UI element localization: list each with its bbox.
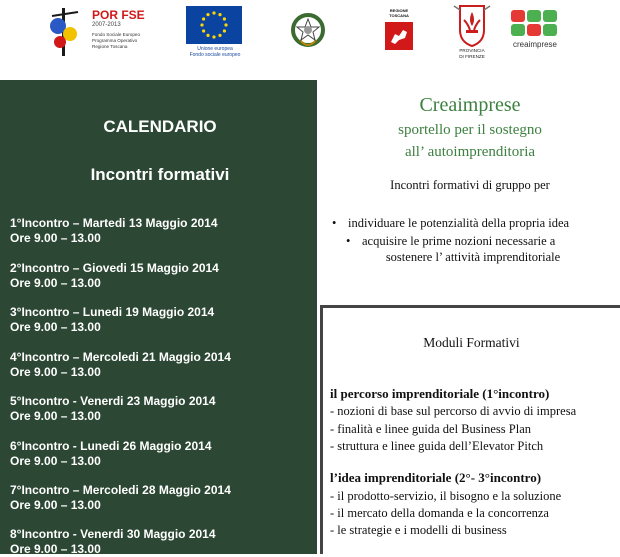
pegasus-shield-icon [385, 22, 413, 50]
module-section-title: l’idea imprenditoriale (2°- 3°incontro) [330, 470, 542, 485]
lead-text: Incontri formativi di gruppo per [390, 178, 550, 192]
meeting-item [10, 261, 219, 291]
meeting-date: 7°Incontro – Mercoledi 28 Maggio 2014 [10, 483, 231, 497]
meeting-item [10, 439, 212, 469]
por-fse-emblem-icon [48, 6, 82, 58]
meeting-item [10, 483, 231, 513]
logo-strip [0, 0, 620, 80]
eu-logo [184, 6, 244, 58]
por-fse-line: Regione Toscana [92, 44, 128, 49]
calendar-title: CALENDARIO [103, 117, 217, 136]
creaimprese-tiles-icon [509, 8, 559, 40]
bullet-dot-icon: • [332, 216, 337, 230]
intro-block [320, 80, 620, 302]
meeting-time: Ore 9.00 – 13.00 [10, 409, 101, 423]
meeting-time: Ore 9.00 – 13.00 [10, 498, 101, 512]
por-fse-title: POR FSE [92, 8, 145, 22]
calendar-subtitle: Incontri formativi [90, 165, 230, 184]
creaimprese-logo [509, 8, 559, 54]
module-item: - finalità e linee guida del Business Plan [330, 422, 531, 436]
firenze-caption [452, 48, 492, 59]
meeting-date: 8°Incontro - Venerdi 30 Maggio 2014 [10, 527, 216, 541]
meeting-time: Ore 9.00 – 13.00 [10, 365, 101, 379]
module-item: - le strategie e i modelli di business [330, 523, 507, 537]
meeting-time: Ore 9.00 – 13.00 [10, 320, 101, 334]
bullet-continuation: sostenere l’ attività imprenditoriale [385, 250, 561, 264]
eu-caption [184, 46, 246, 58]
regione-toscana-logo [378, 8, 420, 54]
moduli-title: Moduli Formativi [423, 335, 520, 350]
meeting-item [10, 216, 218, 246]
eu-caption-line: Fondo sociale europeo [189, 52, 241, 58]
meeting-date: 4°Incontro – Mercoledi 21 Maggio 2014 [10, 350, 231, 364]
bullet-item [346, 234, 555, 249]
firenze-caption-line: DI FIRENZE [459, 53, 485, 59]
italian-republic-emblem [290, 10, 326, 52]
provincia-firenze-logo [452, 2, 492, 60]
meeting-date: 6°Incontro - Lunedi 26 Maggio 2014 [10, 439, 212, 453]
module-section-title: il percorso imprenditoriale (1°incontro) [330, 386, 550, 401]
republic-star-icon [290, 10, 326, 52]
module-item: - nozioni di base sul percorso di avvio di impresa [330, 404, 577, 418]
meeting-date: 2°Incontro – Giovedi 15 Maggio 2014 [10, 261, 219, 275]
por-fse-years: 2007-2013 [92, 22, 121, 28]
bullet-item [332, 216, 569, 231]
por-fse-line: Fondo Sociale Europeo [92, 32, 141, 37]
por-fse-logo [44, 4, 154, 62]
lily-shield-icon [452, 2, 492, 48]
meeting-item [10, 305, 214, 335]
meeting-date: 1°Incontro – Martedi 13 Maggio 2014 [10, 216, 218, 230]
por-fse-line: Programma Operativo [92, 38, 138, 43]
eu-caption-line: Unione europea [197, 46, 233, 52]
por-fse-caption [92, 32, 154, 50]
bullet-text: acquisire le prime nozioni necessarie a [362, 234, 556, 248]
bullet-dot-icon: • [346, 234, 351, 248]
module-item: - il prodotto-servizio, il bisogno e la soluzione [330, 489, 562, 503]
meeting-time: Ore 9.00 – 13.00 [10, 542, 101, 556]
calendar-panel [0, 80, 317, 554]
module-item: - struttura e linee guida dell’Elevator Pitch [330, 439, 544, 453]
firenze-caption-line: PROVINCIA [459, 48, 485, 53]
meeting-date: 3°Incontro – Lunedi 19 Maggio 2014 [10, 305, 215, 319]
meeting-time: Ore 9.00 – 13.00 [10, 231, 101, 245]
meeting-time: Ore 9.00 – 13.00 [10, 454, 101, 468]
tagline: all’ autoimprenditoria [404, 144, 536, 160]
region-logo-lettering: REGIONE TOSCANA [389, 8, 409, 18]
meeting-item [10, 350, 231, 380]
brand-name: Creaimprese [419, 94, 521, 116]
tagline: sportello per il sostegno [398, 122, 542, 138]
meeting-item [10, 394, 216, 424]
eu-flag-icon [186, 6, 242, 44]
meeting-time: Ore 9.00 – 13.00 [10, 276, 101, 290]
meeting-date: 5°Incontro - Venerdi 23 Maggio 2014 [10, 394, 216, 408]
module-item: - il mercato della domanda e la concorrenza [330, 506, 549, 520]
creaimprese-caption: creaimprese [512, 40, 557, 49]
meeting-item [10, 527, 216, 557]
bullet-text: individuare le potenzialità della propria idea [348, 216, 570, 230]
moduli-box [320, 305, 620, 554]
